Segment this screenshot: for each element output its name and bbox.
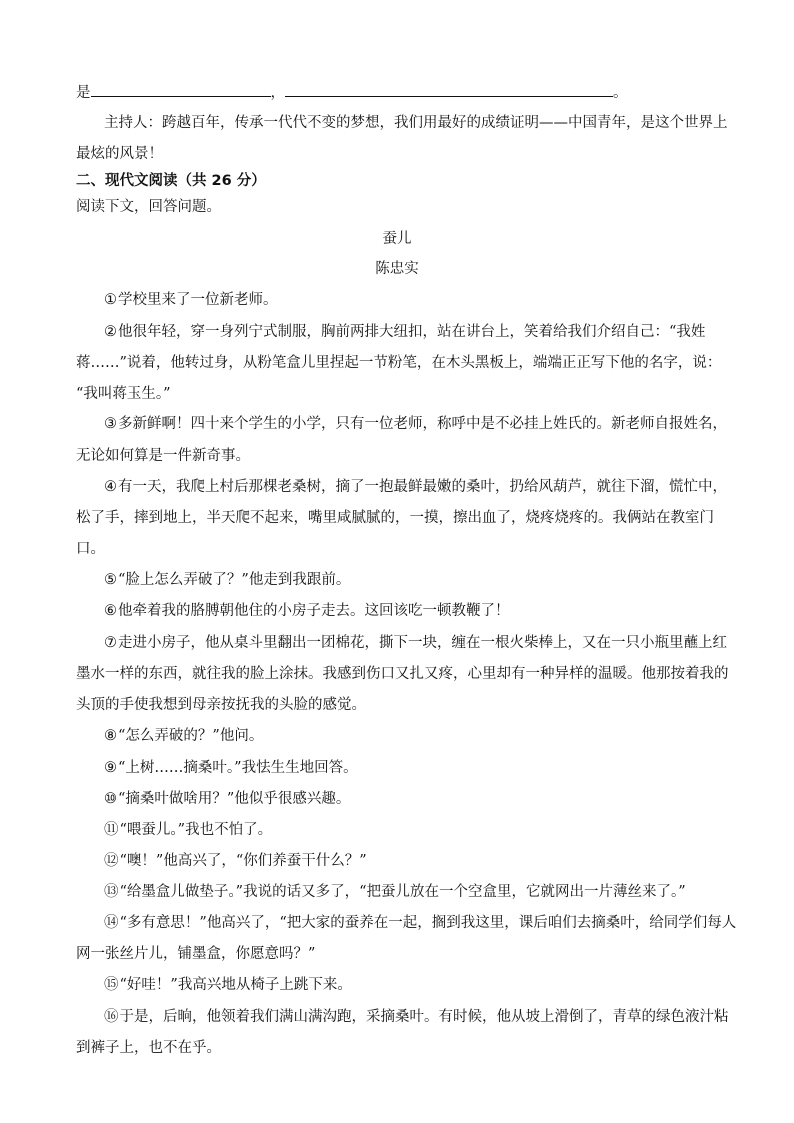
paragraph-number: ⑨ [104, 760, 117, 776]
host-line-2: 最炫的风景！ [76, 146, 163, 162]
fill-lead-text: 是 [76, 85, 91, 101]
paragraph-line: ⑫“噢！”他高兴了，“你们养蚕干什么？” [104, 853, 367, 869]
paragraph-line: 墨水一样的东西，就往我的脸上涂抹。我感到伤口又扎又疼，心里却有一种异样的温暖。他那按着我的 [76, 666, 729, 682]
paragraph-line: ⑬“给墨盒儿做垫子。”我说的话又多了，“把蚕儿放在一个空盒里，它就网出一片薄丝来了。” [104, 884, 686, 900]
article-author: 陈忠实 [375, 261, 419, 277]
paragraph-number: ③ [104, 416, 117, 432]
paragraph-line: ③多新鲜啊！四十来个学生的小学，只有一位老师，称呼中是不必挂上姓氏的。新老师自报姓名， [104, 416, 727, 432]
paragraph-line: ⑩“摘桑叶做啥用？”他似乎很感兴趣。 [104, 791, 351, 807]
paragraph-line: 到裤子上，也不在乎。 [76, 1040, 221, 1056]
paragraph-line: 松了手，摔到地上，半天爬不起来，嘴里咸腻腻的，一摸，擦出血了，烧疼烧疼的。我俩站在教室门 [76, 510, 714, 526]
paragraph-line: ⑮“好哇！”我高兴地从椅子上跳下来。 [104, 977, 352, 993]
section-heading: 二、现代文阅读（共 26 分） [76, 173, 266, 189]
paragraph-number: ⑬ [104, 884, 119, 900]
answer-blank-1[interactable] [91, 81, 271, 97]
paragraph-line: ⑤“脸上怎么弄破了？”他走到我跟前。 [104, 572, 351, 588]
paragraph-line: ②他很年轻，穿一身列宁式制服，胸前两排大纽扣，站在讲台上，笑着给我们介绍自己：“我姓 [104, 324, 706, 340]
paragraph-number: ① [104, 292, 117, 308]
paragraph-number: ⑤ [104, 572, 117, 588]
paragraph-number: ④ [104, 479, 117, 495]
paragraph-line: ⑯于是，后晌，他领着我们满山满沟跑，采摘桑叶。有时候，他从坡上滑倒了，青草的绿色液汁粘 [104, 1009, 729, 1025]
host-line-1: 主持人：跨越百年，传承一代代不变的梦想，我们用最好的成绩证明——中国青年，是这个世界上 [104, 115, 728, 131]
paragraph-line: ⑪“喂蚕儿。”我也不怕了。 [104, 822, 273, 838]
paragraph-line: ④有一天，我爬上村后那棵老桑树，摘了一抱最鲜最嫩的桑叶，扔给风葫芦，就往下溜，慌忙中， [104, 479, 727, 495]
paragraph-number: ⑦ [104, 635, 117, 651]
paragraph-number: ⑮ [104, 977, 119, 993]
section-instruction: 阅读下文，回答问题。 [76, 199, 221, 215]
fill-blank-line [76, 81, 744, 103]
fill-end-text: 。 [613, 85, 628, 101]
article-title: 蚕儿 [382, 231, 412, 247]
paragraph-line: ⑭“多有意思！”他高兴了，“把大家的蚕养在一起，搁到我这里，课后咱们去摘桑叶，给同学们每人 [104, 915, 737, 931]
fill-separator: ， [270, 85, 285, 101]
paragraph-number: ⑪ [104, 822, 119, 838]
paragraph-line: “我叫蒋玉生。” [76, 386, 171, 402]
paragraph-line: ⑥他牵着我的胳膊朝他住的小房子走去。这回该吃一顿教鞭了！ [104, 603, 510, 619]
paragraph-line: ⑨“上树……摘桑叶。”我怯生生地回答。 [104, 760, 358, 776]
paragraph-number: ⑭ [104, 915, 119, 931]
paragraph-line: 头顶的手使我想到母亲按抚我的头脸的感觉。 [76, 697, 366, 713]
paragraph-number: ⑫ [104, 853, 119, 869]
paragraph-line: ⑧“怎么弄破的？”他问。 [104, 728, 264, 744]
answer-blank-2[interactable] [285, 81, 613, 97]
paragraph-number: ⑯ [104, 1009, 119, 1025]
paragraph-line: 蒋……”说着，他转过身，从粉笔盒儿里捏起一节粉笔，在木头黑板上，端端正正写下他的名字，说： [76, 355, 722, 371]
paragraph-number: ⑥ [104, 603, 117, 619]
paragraph-line: 网一张丝片儿，铺墨盒，你愿意吗？” [76, 946, 316, 962]
paragraph-line: ⑦走进小房子，他从桌斗里翻出一团棉花，撕下一块，缠在一根火柴棒上，又在一只小瓶里蘸上红 [104, 635, 727, 651]
paragraph-line: ①学校里来了一位新老师。 [104, 292, 278, 308]
paragraph-number: ② [104, 324, 117, 340]
paragraph-line: 无论如何算是一件新奇事。 [76, 448, 250, 464]
paragraph-line: 口。 [76, 541, 105, 557]
paragraph-number: ⑧ [104, 728, 117, 744]
paragraph-number: ⑩ [104, 791, 117, 807]
